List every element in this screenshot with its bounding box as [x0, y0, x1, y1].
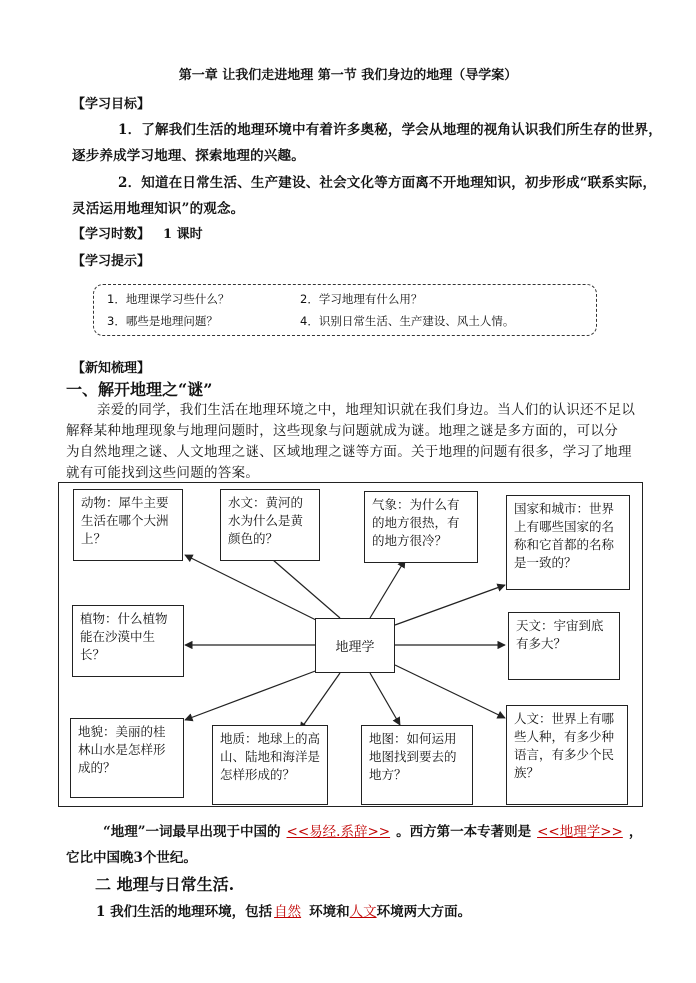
arrow-to-climate [370, 560, 405, 618]
item1-text-3: 环境两大方面。 [376, 904, 472, 920]
origin-line-2: 它比中国晚3个世纪。 [66, 850, 197, 866]
duration-heading: 【学习时数】 [72, 227, 151, 242]
node-hydrology: 水文：黄河的水为什么是黄颜色的？ [220, 489, 320, 561]
node-countries: 国家和城市：世界上有哪些国家的名称和它首都的名称是一致的？ [506, 495, 630, 590]
item1-blank-2: 人文 [349, 904, 377, 920]
intro-line-3: 为自然地理之谜、人文地理之谜、区域地理之谜等方面。关于地理的问题有很多，学习了地理 [66, 444, 632, 460]
origin-line-1 [103, 820, 642, 840]
node-plants: 植物：什么植物能在沙漠中生长？ [72, 605, 184, 677]
new-knowledge-heading: 【新知梳理】 [72, 361, 151, 376]
node-humanities: 人文：世界上有哪些人种，有多少种语言，有多少个民族？ [506, 705, 628, 805]
section-1-title: 一、解开地理之“谜” [66, 380, 213, 399]
goals-heading: 【学习目标】 [72, 97, 151, 112]
item1-text-2: 环境和 [309, 904, 350, 920]
intro-line-2: 解释某种地理现象与地理问题时，这些现象与问题就成为谜。地理之谜是多方面的，可以分 [66, 423, 618, 439]
arrow-to-hydrology [265, 553, 340, 618]
tip-item-4: 4．识别日常生活、生产建设、风土人情。 [300, 314, 515, 328]
arrow-to-geology [300, 673, 340, 730]
tip-item-2: 2．学习地理有什么用？ [300, 292, 423, 306]
goal-1-line-1: 1．了解我们生活的地理环境中有着许多奥秘，学会从地理的视角认识我们所生存的世界， [118, 122, 662, 138]
arrow-to-humanities [395, 665, 505, 718]
tips-heading: 【学习提示】 [72, 254, 151, 269]
arrow-to-countries [395, 585, 505, 625]
node-geology: 地质：地球上的高山、陆地和海洋是怎样形成的？ [212, 725, 328, 805]
goal-1-line-2: 逐步养成学习地理、探索地理的兴趣。 [72, 148, 305, 164]
origin-text-2: 。西方第一本专著则是 [396, 824, 532, 840]
section-2-item-1 [96, 900, 471, 920]
node-climate: 气象：为什么有的地方很热，有的地方很冷？ [364, 491, 478, 563]
node-animals: 动物：犀牛主要生活在哪个大洲上？ [73, 489, 183, 561]
origin-text-3: ， [628, 824, 643, 840]
origin-blank-2: <<地理学>> [537, 824, 623, 840]
node-landform: 地貌：美丽的桂林山水是怎样形成的？ [70, 718, 184, 798]
origin-text-1: “地理”一词最早出现于中国的 [103, 824, 281, 840]
arrow-to-maps [370, 673, 400, 725]
arrow-to-animals [185, 555, 320, 622]
item1-text-1: 1 我们生活的地理环境，包括 [96, 904, 273, 920]
goal-2-line-2: 灵活运用地理知识”的观念。 [72, 201, 245, 217]
intro-line-1: 亲爱的同学，我们生活在地理环境之中，地理知识就在我们身边。当人们的认识还不足以 [97, 402, 636, 418]
item1-blank-1: 自然 [274, 904, 302, 920]
section-2-title: 二 地理与日常生活. [95, 875, 235, 894]
tip-item-3: 3．哪些是地理问题？ [107, 314, 218, 328]
arrow-to-landform [185, 670, 318, 720]
tip-item-1: 1．地理课学习些什么？ [107, 292, 230, 306]
duration-value: 1 课时 [163, 227, 203, 242]
page-title: 第一章 让我们走进地理 第一节 我们身边的地理（导学案） [178, 68, 518, 83]
diagram-center-node: 地理学 [315, 618, 395, 673]
intro-line-4: 就有可能找到这些问题的答案。 [66, 465, 260, 481]
origin-blank-1: <<易经.系辞>> [286, 824, 391, 840]
node-astronomy: 天文：宇宙到底有多大？ [508, 612, 620, 680]
goal-2-line-1: 2．知道在日常生活、生产建设、社会文化等方面离不开地理知识，初步形成“联系实际， [118, 175, 657, 191]
node-maps: 地图：如何运用地图找到要去的地方？ [361, 725, 473, 805]
